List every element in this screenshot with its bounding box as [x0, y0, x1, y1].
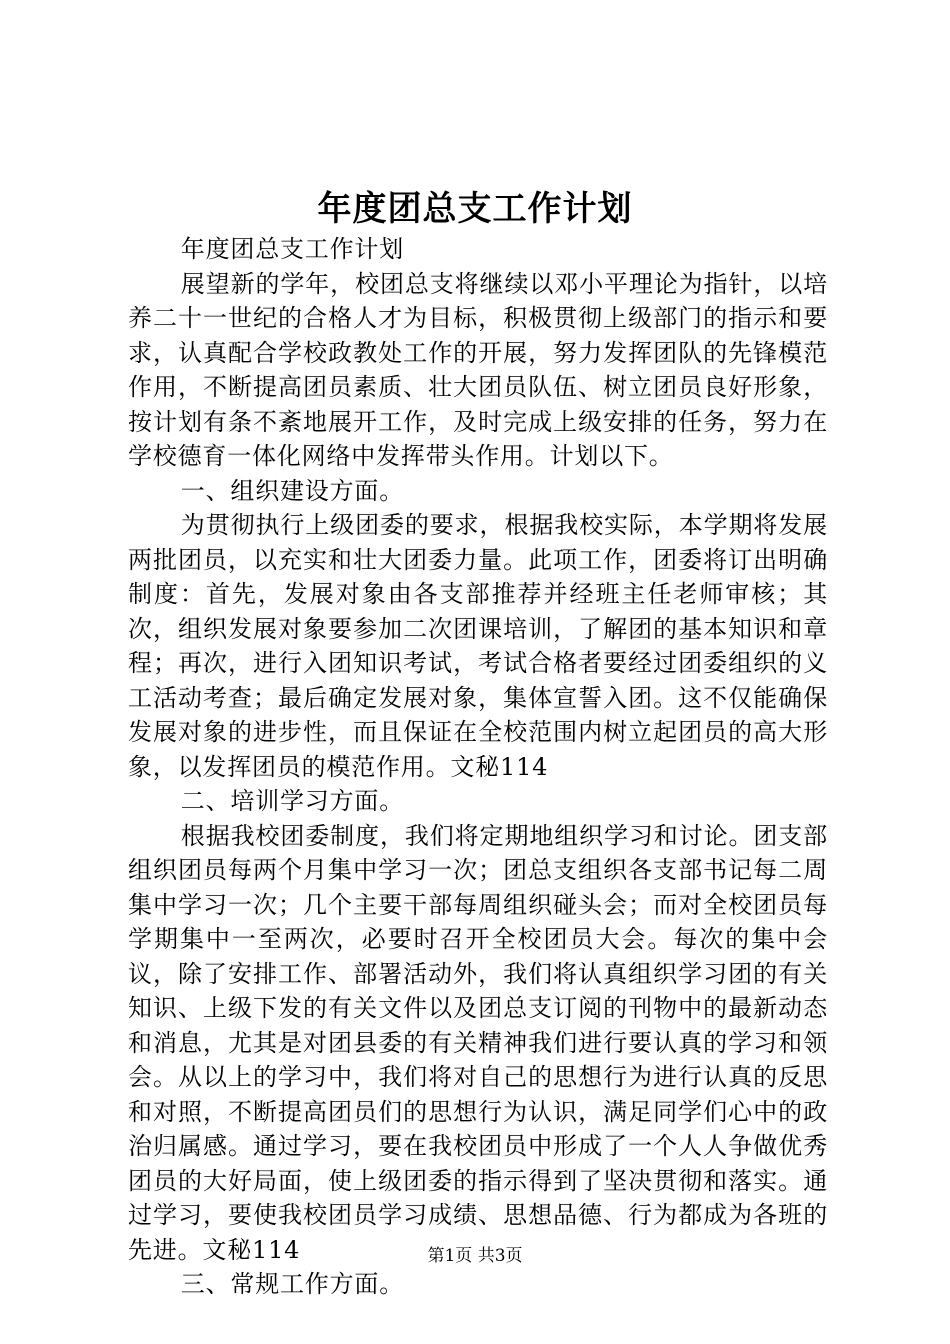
- section-heading-training: 二、培训学习方面。: [180, 787, 404, 815]
- document-body: [128, 232, 828, 1302]
- page-footer: 第1页 共3页: [427, 1246, 523, 1266]
- section-heading-organization: 一、组织建设方面。: [180, 476, 404, 505]
- paragraph-organization: 为贯彻执行上级团委的要求，根据我校实际，本学期将发展两批团员，以充实和壮大团委力量。此项工作，团委将订出明确制度：首先，发展对象由各支部推荐并经班主任老师审核；其次，组织发展对象要参加二次团课培训，了解团的基本知识和章程；再次，进行入团知识考试，考试合格者要经过团委组织的义工活动考查；最后确定发展对象，集体宣誓入团。这不仅能确保发展对象的进步性，而且保证在全校范围内树立起团员的高大形象，以发挥团员的模范作用。文秘114: [128, 511, 828, 781]
- paragraph-training: 根据我校团委制度，我们将定期地组织学习和讨论。团支部组织团员每两个月集中学习一次；团总支组织各支部书记每二周集中学习一次；几个主要干部每周组织碰头会；而对全校团员每学期集中一至两次，必要时召开全校团员大会。每次的集中会议，除了安排工作、部署活动外，我们将认真组织学习团的有关知识、上级下发的有关文件以及团总支订阅的刊物中的最新动态和消息，尤其是对团县委的有关精神我们进行要认真的学习和领会。从以上的学习中，我们将对自己的思想行为进行认真的反思和对照，不断提高团员们的思想行为认识，满足同学们心中的政治归属感。通过学习，要在我校团员中形成了一个人人争做优秀团员的大好局面，使上级团委的指示得到了坚决贯彻和落实。通过学习，要使我校团员学习成绩、思想品德、行为都成为各班的先进。文秘114: [128, 821, 828, 1264]
- section-heading-routine: 三、常规工作方面。: [180, 1270, 404, 1298]
- paragraph-heading-repeat: 年度团总支工作计划: [180, 235, 404, 263]
- document-title: 年度团总支工作计划: [317, 189, 633, 229]
- paragraph-intro: 展望新的学年，校团总支将继续以邓小平理论为指针，以培养二十一世纪的合格人才为目标，积极贯彻上级部门的指示和要求，认真配合学校政教处工作的开展，努力发挥团队的先锋模范作用，不断提高团员素质、壮大团员队伍、树立团员良好形象，按计划有条不紊地展开工作，及时完成上级安排的任务，努力在学校德育一体化网络中发挥带头作用。计划以下。: [128, 269, 828, 470]
